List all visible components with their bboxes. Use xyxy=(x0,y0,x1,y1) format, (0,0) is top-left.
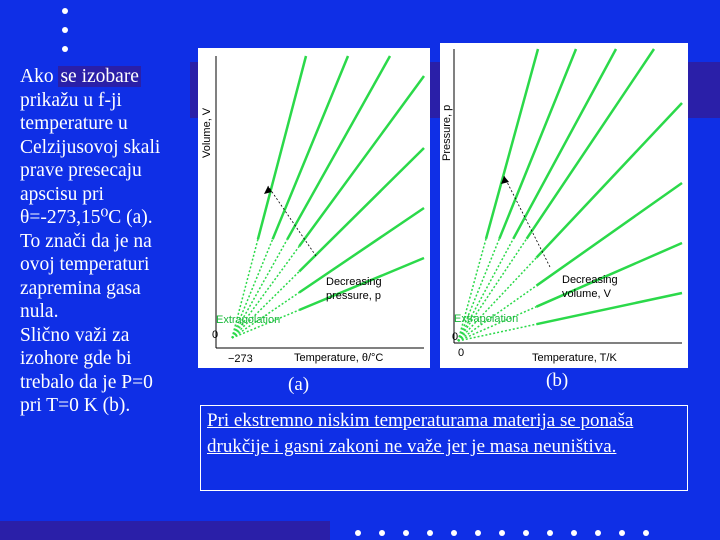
extrapolated-segment xyxy=(458,239,513,341)
direction-arrow xyxy=(268,186,316,256)
origin-label-x: 0 xyxy=(458,347,465,359)
caption-a: (a) xyxy=(288,374,310,395)
arrow-label-1: Decreasing xyxy=(562,274,618,286)
dot xyxy=(62,8,68,14)
decorative-dots-bottom xyxy=(355,530,649,536)
arrow-label-1: Decreasing xyxy=(326,276,382,288)
highlighted-term: se izobare xyxy=(60,66,139,87)
extrapolated-segment xyxy=(232,272,299,339)
origin-label-y: 0 xyxy=(452,331,459,343)
note-box: Pri ekstremno niskim temperaturama materija se ponaša drukčije i gasni zakoni ne važe jer je masa neuništiva. xyxy=(200,405,688,491)
arrow-label-2: pressure, p xyxy=(326,290,382,302)
caption-b: (b) xyxy=(546,370,569,391)
y-axis-label: Volume, V xyxy=(201,107,213,158)
origin-label: 0 xyxy=(212,329,219,341)
line xyxy=(273,56,348,239)
extrapolation-label: Extrapolation xyxy=(454,313,519,325)
isochore-plot xyxy=(440,43,688,368)
explanation-text: Ako se izobare prikažu u f-ji temperature u Celzijusovoj skali prave presecaju apscisu pri θ=-273,15⁰C (a). To znači da je na ovoj temperaturi zapremina gasa nula. Slično važi za izohore gde bi trebalo da je P=0 pri T=0 K (b). xyxy=(20,66,161,416)
decorative-dots-top xyxy=(62,8,72,65)
direction-arrow xyxy=(504,176,550,267)
line xyxy=(527,49,654,239)
isobar-plot xyxy=(198,48,430,368)
extrapolated-segment xyxy=(458,258,536,341)
line xyxy=(287,56,390,239)
extrapolation-label: Extrapolation xyxy=(216,314,281,326)
figure-panel-b xyxy=(440,43,688,368)
y-axis-label: Pressure, p xyxy=(441,104,453,161)
x-tick-min: −273 xyxy=(228,353,253,365)
dot xyxy=(62,46,68,52)
x-axis-label: Temperature, θ/°C xyxy=(294,352,384,364)
line xyxy=(299,148,424,272)
extrapolated-segment xyxy=(458,324,536,341)
line xyxy=(258,56,306,239)
x-axis-label: Temperature, T/K xyxy=(532,352,617,364)
figure-panel-a xyxy=(198,48,430,368)
decorative-bottom-bar xyxy=(0,521,330,540)
dot xyxy=(62,27,68,33)
arrow-label-2: volume, V xyxy=(562,288,611,300)
